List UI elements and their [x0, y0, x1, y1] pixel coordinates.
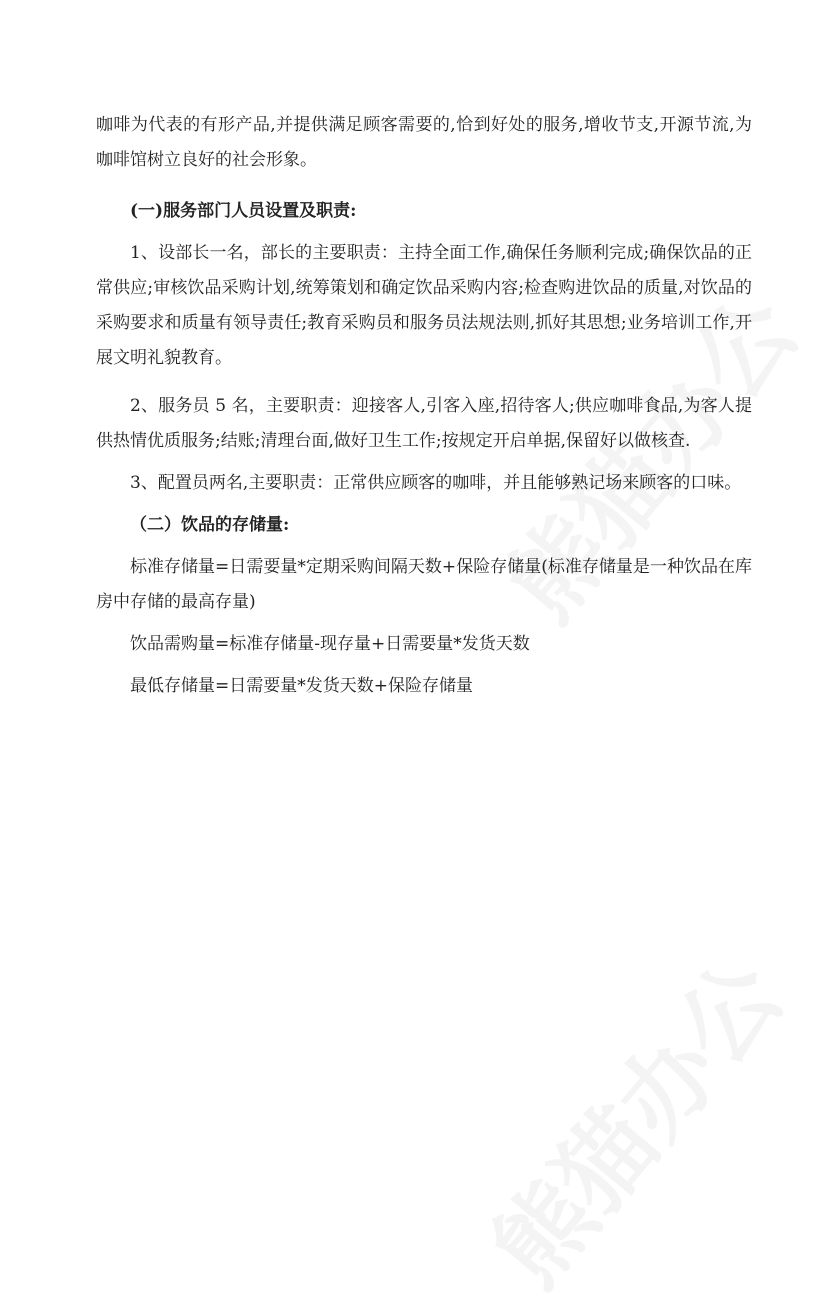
section-heading-staffing: (一)服务部门人员设置及职责: [130, 201, 357, 221]
document-body [96, 108, 752, 704]
formula-minimum-storage: 最低存储量=日需要量*发货天数+保险存储量 [130, 676, 473, 696]
paragraph-department-head: 1、设部长一名，部长的主要职责：主持全面工作,确保任务顺利完成;确保饮品的正常供应;审核饮品采购计划,统筹策划和确定饮品采购内容;检查购进饮品的质量,对饮品的采购要求和质量有领导责任;教育采购员和服务员法规法则,抓好其思想;业务培训工作,开展文明礼貌教育。 [96, 243, 752, 368]
formula-purchase-quantity: 饮品需购量=标准存储量-现存量+日需要量*发货天数 [130, 634, 530, 654]
paragraph-waiters: 2、服务员 5 名，主要职责：迎接客人,引客入座,招待客人;供应咖啡食品,为客人提供热情优质服务;结账;清理台面,做好卫生工作;按规定开启单据,保留好以做核查. [96, 396, 752, 451]
formula-standard-storage: 标准存储量=日需要量*定期采购间隔天数+保险存储量(标准存储量是一种饮品在库房中存储的最高存量) [96, 557, 752, 612]
watermark [456, 927, 808, 1309]
section-heading-storage: （二）饮品的存储量: [130, 515, 290, 535]
paragraph-intro: 咖啡为代表的有形产品,并提供满足顾客需要的,恰到好处的服务,增收节支,开源节流,为咖啡馆树立良好的社会形象。 [96, 115, 752, 170]
paragraph-configurators: 3、配置员两名,主要职责：正常供应顾客的咖啡，并且能够熟记场来顾客的口味。 [130, 473, 742, 493]
